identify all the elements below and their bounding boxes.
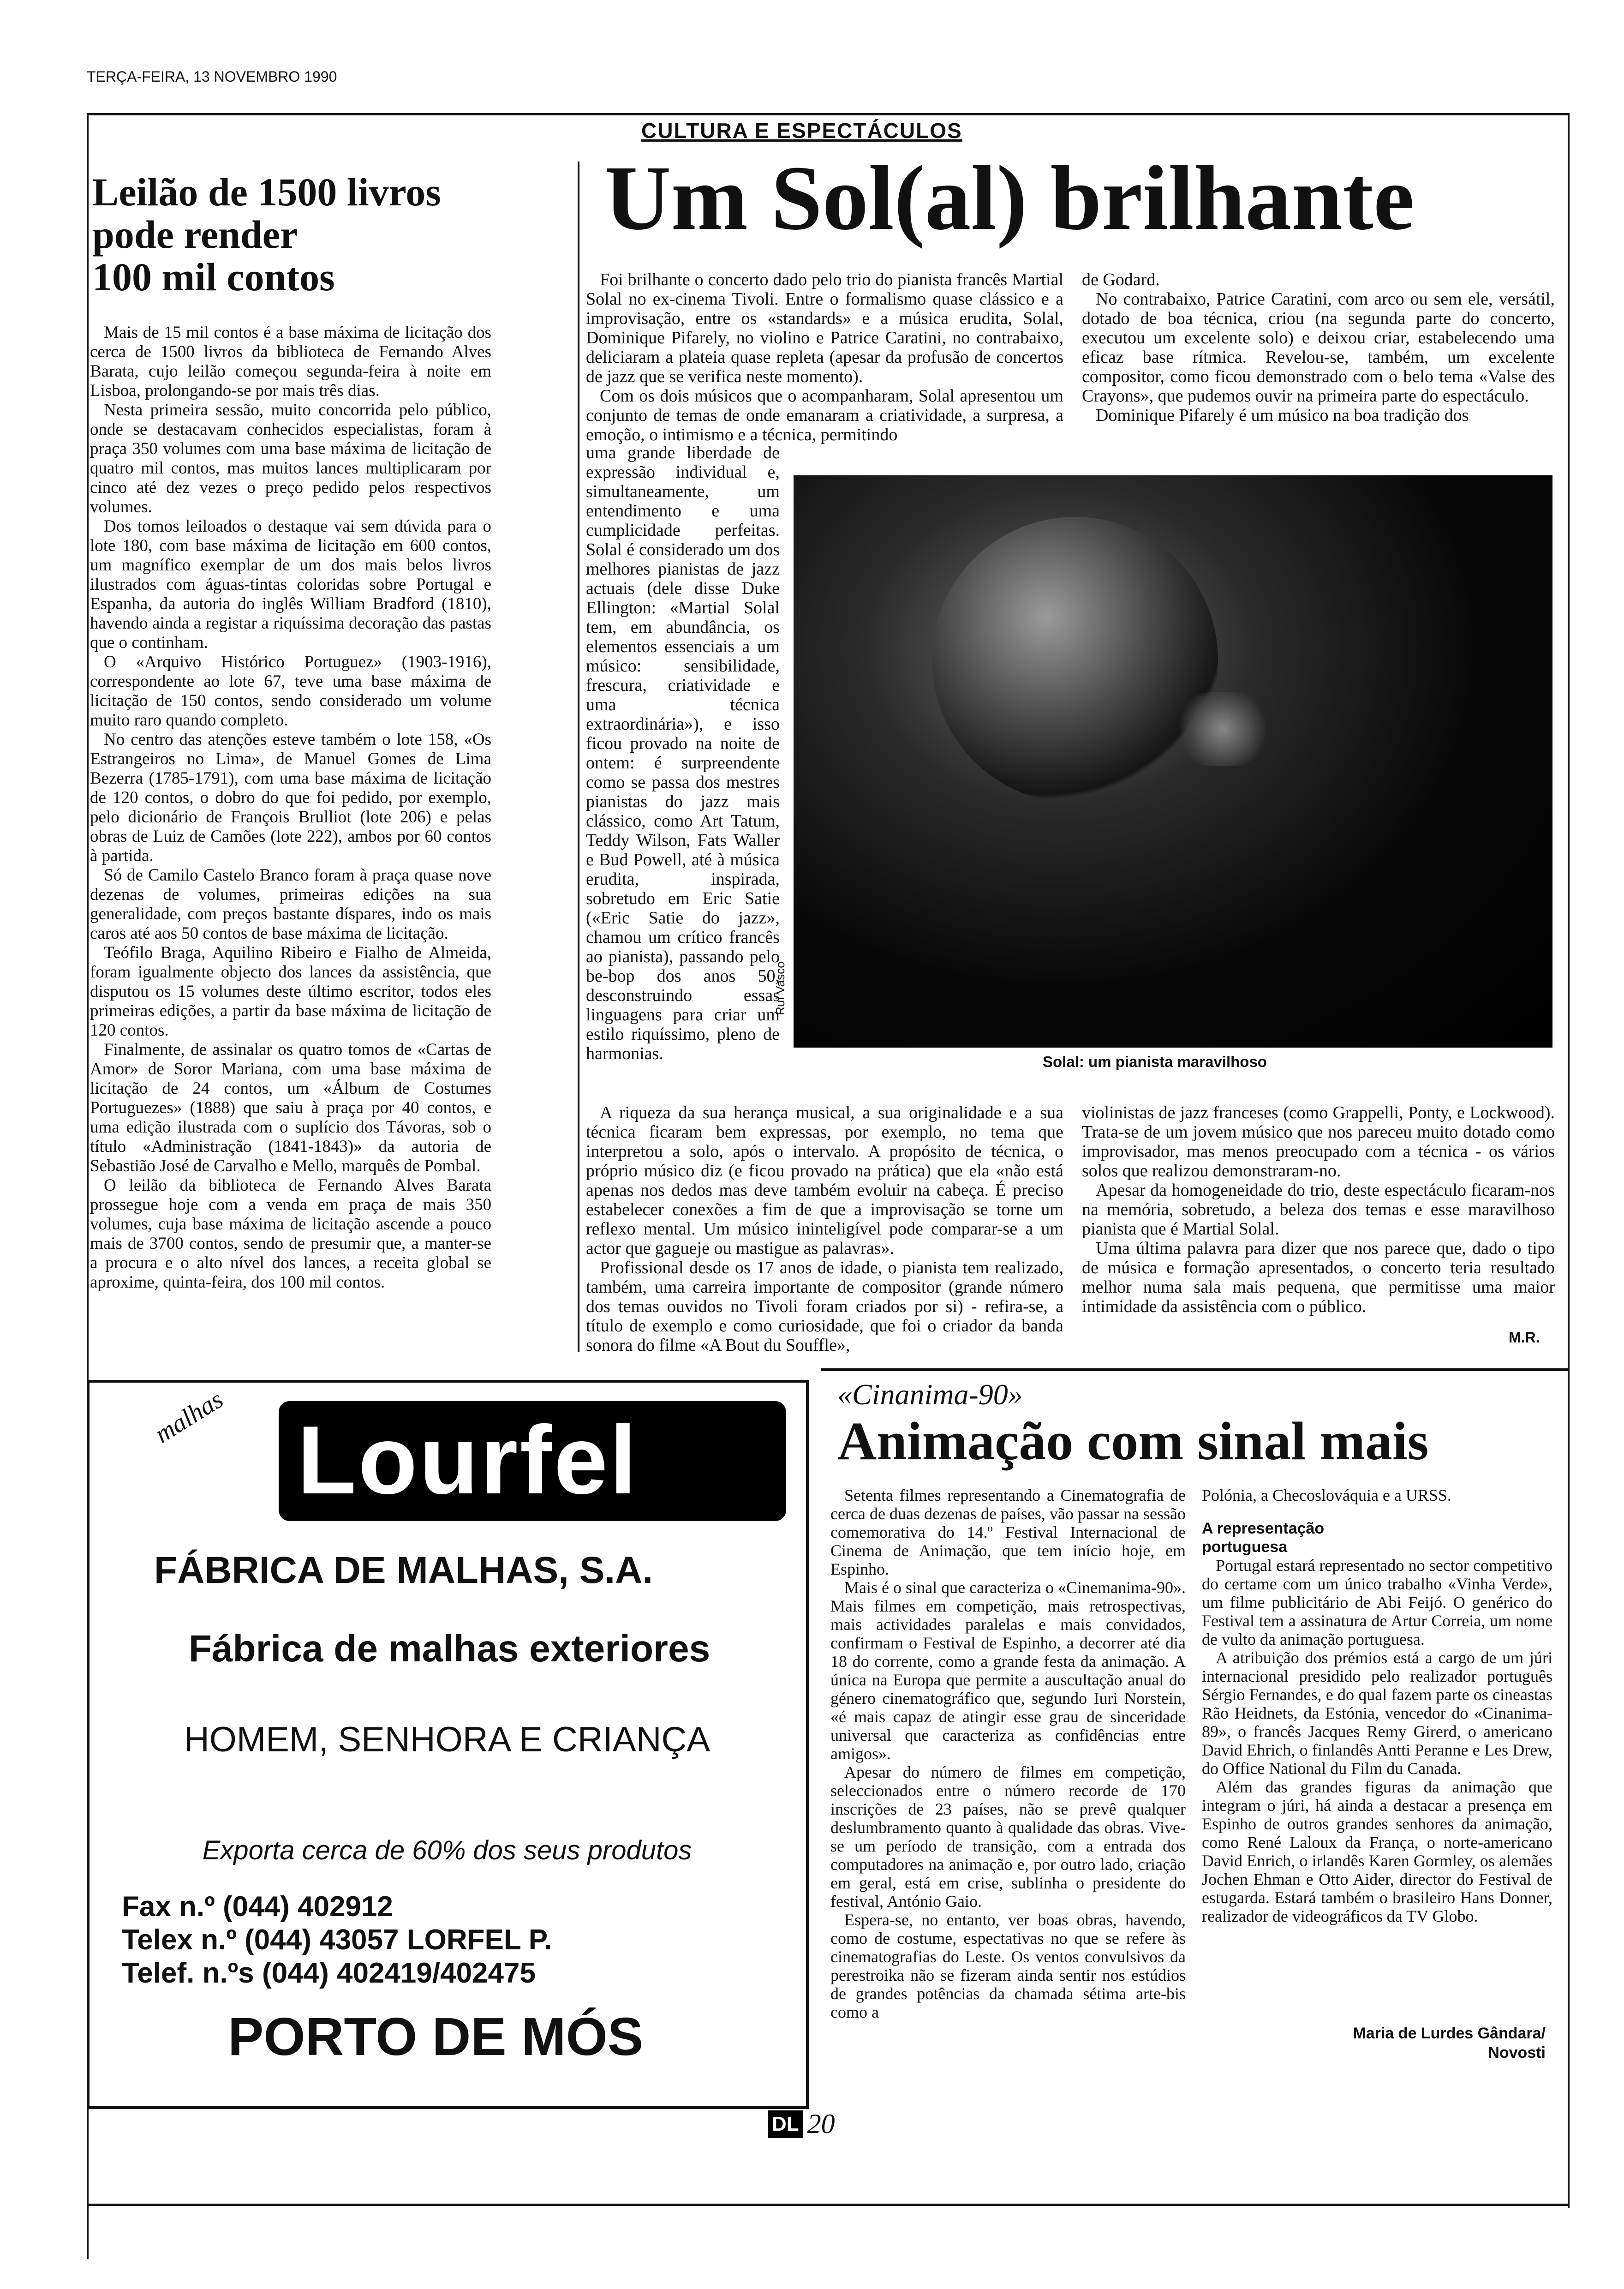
footer bbox=[768, 2108, 835, 2140]
paragraph: Com os dois músicos que o acompanharam, Solal apresentou um conjunto de temas de onde emanaram a criatividade, a surpresa, a emoção, o intimismo e a técnica, permitindo bbox=[586, 386, 1063, 444]
ad-audience: HOMEM, SENHORA E CRIANÇA bbox=[184, 1720, 710, 1759]
ad-town: PORTO DE MÓS bbox=[228, 2007, 644, 2067]
paragraph: No contrabaixo, Patrice Caratini, com arco ou sem ele, versátil, dotado de boa técnica, criou (na segunda parte do concerto, executou um excelente solo) e deixou criar, estabelecendo uma eficaz base rítmica. Revelou-se, também, um excelente compositor, como ficou demonstrado com o belo tema «Valse des Crayons», que pudemos ouvir na primeira parte do espectáculo. bbox=[1082, 289, 1555, 406]
byline bbox=[1320, 2024, 1546, 2062]
ad-logo-word: Lourfel bbox=[297, 1406, 639, 1514]
paragraph: Profissional desde os 17 anos de idade, o pianista tem realizado, também, uma carreira importante de compositor (grande número dos temas ouvidos no Tivoli foram criados por si) - refira-se, a título de exemplo e como curiosidade, que foi o criador da banda sonora do filme «A Bout du Souffle», bbox=[586, 1258, 1063, 1355]
paragraph: Polónia, a Checoslováquia e a URSS. bbox=[1202, 1486, 1451, 1504]
byline-line-1: Maria de Lurdes Gândara/ bbox=[1353, 2025, 1546, 2042]
paragraph: Teófilo Braga, Aquilino Ribeiro e Fialho de Almeida, foram igualmente objecto dos lances da assistência, que disputou os 15 volumes deste último escritor, todos eles primeiras edições, a partir da base máxima de licitação de 120 contos. bbox=[90, 943, 491, 1040]
pianist-photo bbox=[794, 475, 1552, 1048]
paragraph: Dos tomos leiloados o destaque vai sem dúvida para o lote 180, com base máxima de licitação em 600 contos, um magnífico exemplar de um dos mais belos livros ilustrados com águas-tintas coloridas sobre Portugal e Espanha, da autoria do inglês William Bradford (1810), havendo ainda a registar a riquíssima decoração das pastas que o continham. bbox=[90, 517, 491, 652]
paragraph: de Godard. bbox=[1082, 270, 1160, 289]
left-article-body bbox=[90, 323, 491, 1292]
left-article-title bbox=[92, 171, 572, 298]
paragraph: O «Arquivo Histórico Portuguez» (1903-1916), correspondente ao lote 67, teve uma base máxima de licitação de 150 contos, sendo considerado um volume muito raro quando completo. bbox=[90, 653, 491, 730]
top-rule bbox=[87, 113, 1568, 115]
ad-telex: Telex n.º (044) 43057 LORFEL P. bbox=[122, 1924, 552, 1956]
main-narrow-column bbox=[586, 443, 780, 1103]
paragraph: Foi brilhante o concerto dado pelo trio do pianista francês Martial Solal no ex-cinema Tivoli. Entre o formalismo quase clássico e a improvisação, entre os «standards» e a música erudita, Solal, Dominique Pifarely, no violino e Patrice Caratini, no contrabaixo, deliciaram a plateia quase repleta (apesar da profusão de concertos de jazz que se verifica neste momento). bbox=[586, 270, 1063, 386]
paragraph: Portugal estará representado no sector competitivo do certame com um único trabalho «Vinha Verde», um filme publicitário de Abi Feijó. O genérico do Festival tem a assinatura de Artur Correia, um nome de vulto da animação portuguesa. bbox=[1202, 1556, 1552, 1648]
ad-logo-script: malhas bbox=[149, 1385, 228, 1449]
paragraph: Uma última palavra para dizer que nos parece que, dado o tipo de música e formação apresentados, o concerto teria resultado melhor numa sala mais pequena, que permitisse uma maior intimidade da assistência com o público. bbox=[1082, 1239, 1555, 1316]
paragraph: Finalmente, de assinalar os quatro tomos de «Cartas de Amor» de Soror Mariana, com uma base máxima de licitação de 24 contos, um «Álbum de Costumes Portuguezes» (1888) que saiu à praça por 40 contos, e uma edição ilustrada com o suplício dos Távoras, sob o título «Administração (1841-1843)» da autoria de Sebastião José de Carvalho e Mello, marquês de Pombal. bbox=[90, 1040, 491, 1175]
section-header: CULTURA E ESPECTÁCULOS bbox=[641, 119, 962, 143]
main-col1-top bbox=[586, 270, 1063, 444]
lourfel-ad bbox=[87, 1380, 809, 2109]
photo-credit: Rui Vasco bbox=[773, 961, 787, 1015]
paragraph: Mais é o sinal que caracteriza o «Cinemanima-90». Mais filmes em competição, mais retrospectivas, mais actividades paralelas e mais convidados, confirmam o Festival de Espinho, a decorrer até dia 18 do corrente, como a grande festa da animação. A única na Europa que permite a auscultação anual do género cinematográfico que, segundo Iuri Norstein, «é mais capaz de atingir esse grau de sinceridade universal que caracteriza as confidências entre amigos». bbox=[830, 1578, 1186, 1763]
paragraph: A atribuição dos prémios está a cargo de um júri internacional presidido pelo realizador português Sérgio Fernandes, e do qual fazem parte os cineastas Rão Heidnets, da Estónia, vencedor do «Cinanima-89», o francês Jacques Remy Girerd, o americano David Ehrich, o finlandês Antti Peranne e Les Drew, do Office National du Film du Canada. bbox=[1202, 1648, 1552, 1778]
subheading: A representação portuguesa bbox=[1202, 1520, 1325, 1556]
paragraph: Dominique Pifarely é um músico na boa tradição dos bbox=[1096, 406, 1469, 425]
ad-tagline: Fábrica de malhas exteriores bbox=[188, 1628, 710, 1670]
article-signature: M.R. bbox=[1509, 1329, 1540, 1346]
main-col2-top bbox=[1082, 270, 1555, 425]
paragraph: Só de Camilo Castelo Branco foram à praça quase nove dezenas de volumes, primeiras edições na sua generalidade, com preços bastante díspares, indo os mais caros até aos 50 contos de base máxima de licitação. bbox=[90, 866, 491, 943]
pianist-figure bbox=[932, 517, 1218, 803]
main-article-title: Um Sol(al) brilhante bbox=[604, 147, 1415, 249]
main-col1-bottom bbox=[586, 1103, 1063, 1355]
bottom-col1 bbox=[830, 1486, 1186, 2021]
title-line-3: 100 mil contos bbox=[92, 255, 335, 299]
page-number: 20 bbox=[807, 2109, 835, 2139]
paragraph: Apesar da homogeneidade do trio, deste espectáculo ficaram-nos na memória, sobretudo, a beleza dos temas e esse maravilhoso pianista que é Martial Solal. bbox=[1082, 1180, 1555, 1239]
ad-fax: Fax n.º (044) 402912 bbox=[122, 1891, 393, 1923]
byline-line-2: Novosti bbox=[1488, 2044, 1546, 2061]
title-line-2: pode render bbox=[92, 212, 298, 257]
ad-company: FÁBRICA DE MALHAS, S.A. bbox=[154, 1549, 653, 1591]
paragraph: Mais de 15 mil contos é a base máxima de licitação dos cerca de 1500 livros da biblioteca de Fernando Alves Barata, cujo leilão começou segunda-feira à noite em Lisboa, prolongando-se por mais três dias. bbox=[90, 323, 491, 400]
page-date: TERÇA-FEIRA, 13 NOVEMBRO 1990 bbox=[87, 68, 337, 85]
paragraph: Nesta primeira sessão, muito concorrida pelo público, onde se destacavam conhecidos especialistas, foram à praça 350 volumes com uma base máxima de licitação de quatro mil contos, mas muitos lances multiplicaram por cinco até dez vezes o preço pedido pelos respectivos volumes. bbox=[90, 401, 491, 516]
paragraph: uma grande liberdade de expressão individual e, simultaneamente, um entendimento e uma cumplicidade perfeitas. Solal é considerado um dos melhores pianistas de jazz actuais (dele disse Duke Ellington: «Martial Solal tem, em abundância, os elementos essenciais a um músico: sensibilidade, frescura, criatividade e uma técnica extraordinária»), e isso ficou provado na noite de ontem: é surpreendente como se passa dos mestres pianistas do jazz mais clássico, como Art Tatum, Teddy Wilson, Fats Waller e Bud Powell, até à música erudita, inspirada, sobretudo em Eric Satie («Eric Satie do jazz», chamou um crítico francês ao pianista), passando pelo be-bop dos anos 50, desconstruindo essas linguagens para criar um estilo riquíssimo, pleno de harmonias. bbox=[586, 443, 780, 1063]
paragraph: Além das grandes figuras da animação que integram o júri, há ainda a destacar a presença em Espinho de outros grandes senhores da animação, como René Laloux da França, o norte-americano David Enrich, o irlandês Karen Gormley, os alemães Jochen Ehman e Otto Aider, director do Festival de estugarda. Estará também o brasileiro Hans Donner, realizador de videográficos da TV Globo. bbox=[1202, 1778, 1552, 1925]
paragraph: A riqueza da sua herança musical, a sua originalidade e a sua técnica ficaram bem expressas, por exemplo, no tema que interpretou a solo, após o intervalo. A propósito de técnica, o próprio músico diz (e ficou provado na prática) que ela «não está apenas nos dedos mas deve também evoluir na cabeça. É preciso estabelecer conexões a fim de que a improvisação se torne um reflexo mental. Um músico ininteligível pode comparar-se a um actor que gagueje ou mastigue as palavras». bbox=[586, 1103, 1063, 1258]
ad-logo bbox=[279, 1401, 786, 1521]
title-line-1: Leilão de 1500 livros bbox=[92, 170, 441, 214]
bottom-article-title: Animação com sinal mais bbox=[837, 1411, 1429, 1471]
main-col2-bottom bbox=[1082, 1103, 1555, 1316]
photo-caption: Solal: um pianista maravilhoso bbox=[1043, 1053, 1267, 1070]
lower-divider bbox=[821, 1368, 1569, 1371]
paragraph: O leilão da biblioteca de Fernando Alves Barata prossegue hoje com a venda em praça de mais 350 volumes, cuja base máxima de licitação ascende a pouco mais de 3700 contos, sendo de presumir que, a manter-se a procura e o alto nível dos lances, a receita global se aproxime, quinta-feira, dos 100 mil contos. bbox=[90, 1176, 491, 1292]
paragraph: Apesar do número de filmes em competição, seleccionados entre o número recorde de 170 inscrições de 23 países, não se prevê qualquer deslumbramento quanto à qualidade das obras. Vive-se um período de transição, com a entrada dos computadores na animação e, por outro lado, criação em geral, está em crise, sublinha o presidente do festival, António Gaio. bbox=[830, 1763, 1186, 1911]
bottom-col2 bbox=[1202, 1486, 1552, 1925]
right-border bbox=[1568, 113, 1570, 2208]
dl-logo-icon: DL bbox=[768, 2110, 803, 2138]
ad-export: Exporta cerca de 60% dos seus produtos bbox=[202, 1835, 692, 1865]
paragraph: Setenta filmes representando a Cinematografia de cerca de duas dezenas de países, vão passar na sessão comemorativa do 14.º Festival Internacional de Cinema de Animação, que tem início hoje, em Espinho. bbox=[830, 1486, 1186, 1578]
paragraph: Espera-se, no entanto, ver boas obras, havendo, como de costume, espectativas no que se refere às cinematografias do Leste. Os ventos convulsivos da perestroika não se fizeram ainda sentir nos estúdios de grandes potências da chamada sétima arte-bis como a bbox=[830, 1911, 1186, 2021]
pianist-hand bbox=[1172, 692, 1273, 766]
bottom-rule bbox=[87, 2204, 1570, 2206]
paragraph: violinistas de jazz franceses (como Grappelli, Ponty, e Lockwood). Trata-se de um jovem músico que nos pareceu muito dotado como improvisador, mas menos preocupado com a técnica - os vários solos que realizou demonstraram-no. bbox=[1082, 1103, 1555, 1180]
bottom-kicker: «Cinanima-90» bbox=[837, 1378, 1023, 1411]
ad-telef: Telef. n.ºs (044) 402419/402475 bbox=[122, 1957, 536, 1989]
paragraph: No centro das atenções esteve também o lote 158, «Os Estrangeiros no Lima», de Manuel Gomes de Lima Bezerra (1785-1791), com uma base máxima de licitação de 120 contos, o dobro do que foi pedido, por exemplo, pelo dicionário de François Brulliot (lote 206) e pelas obras de Luiz de Camões (lote 222), ambos por 60 contos à partida. bbox=[90, 730, 491, 865]
